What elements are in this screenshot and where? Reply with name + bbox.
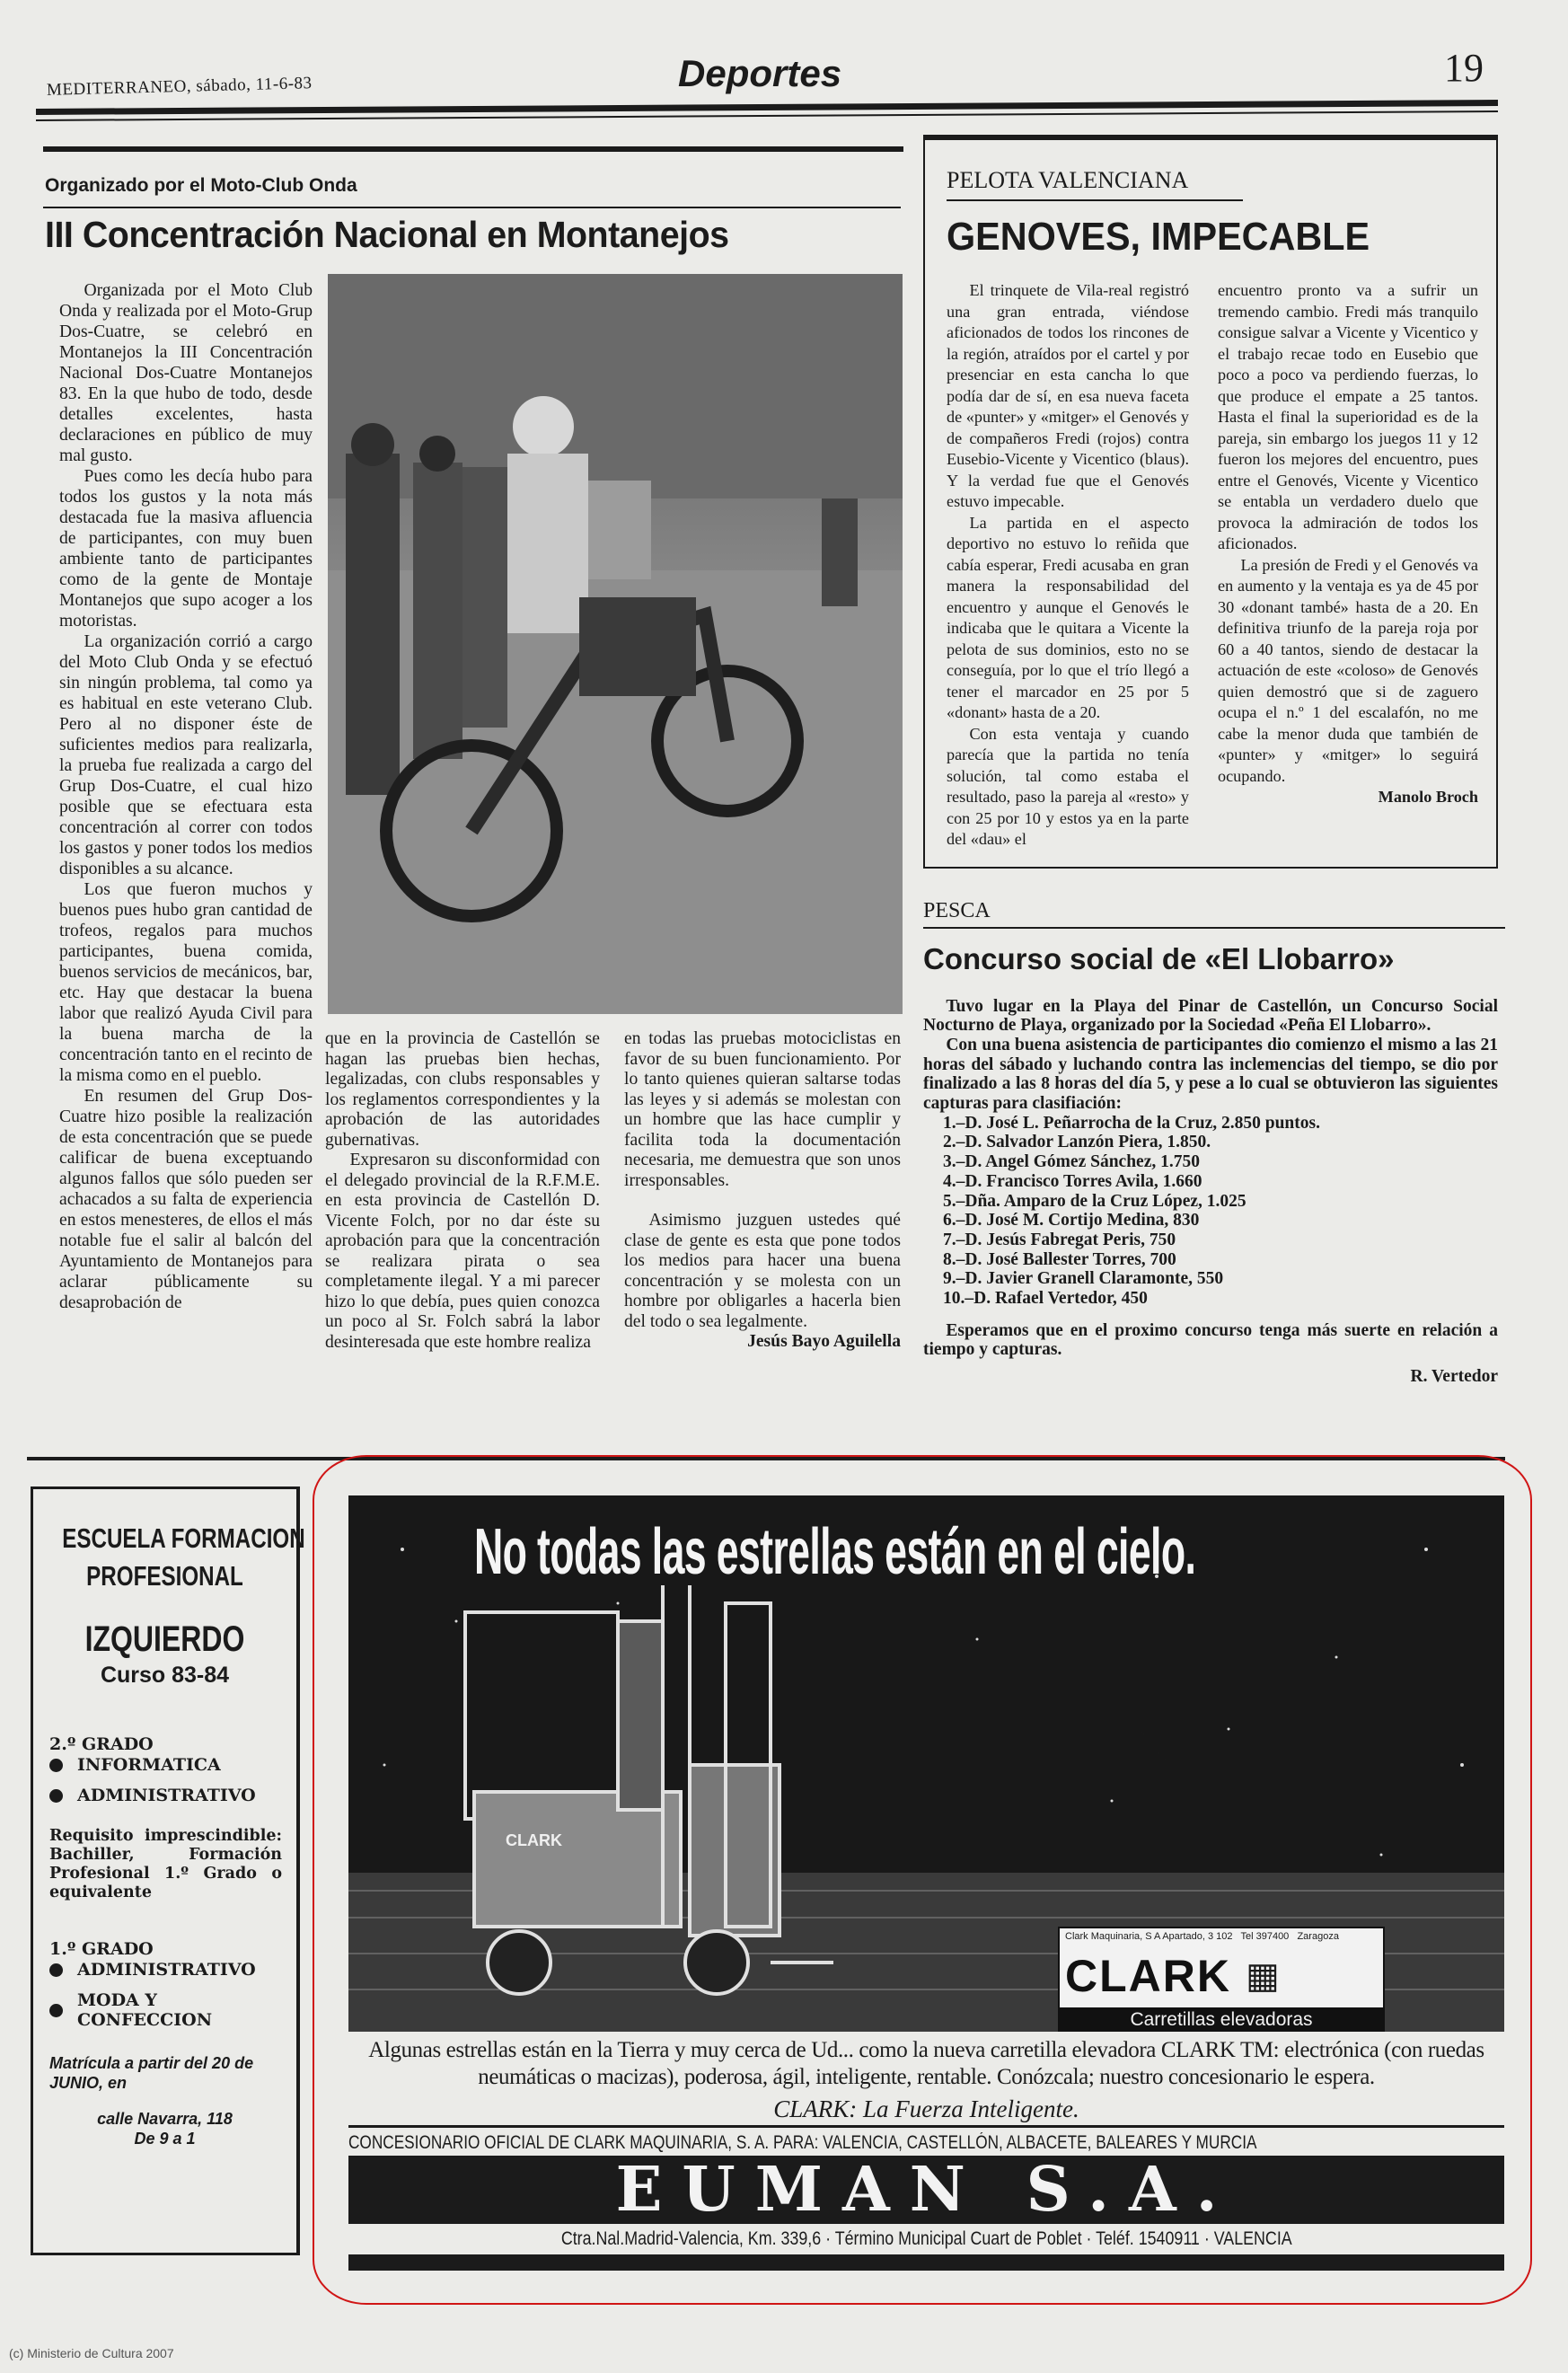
article-column-2 xyxy=(325,1029,600,1353)
ranking-item: 9.–D. Javier Granell Claramonte, 550 xyxy=(943,1269,1224,1289)
article-headline: III Concentración Nacional en Montanejos xyxy=(45,214,729,255)
school-name: IZQUIERDO xyxy=(84,1619,245,1659)
pesca-article xyxy=(923,899,1505,1387)
article-byline: R. Vertedor xyxy=(1410,1367,1498,1387)
article-column-1 xyxy=(947,280,1189,851)
paragraph: Expresaron su disconformidad con el delegado provincial de la R.F.M.E. en esta provincia de Castellón D. Vicente Folch, por no dar éste su aprobación para que la concentración se realizara pirata o sea completamente ilegal. Y a mi parecer hizo lo que debía, pues quien conozca un poco al Sr. Folch sabrá la labor desinteresada que este hombre realiza xyxy=(325,1151,600,1352)
dealer-line-text: CONCESIONARIO OFICIAL DE CLARK MAQUINARIA, S. A. PARA: VALENCIA, CASTELLÓN, ALBACETE, BALEARES Y MURCIA xyxy=(348,2132,1257,2153)
article-kicker: Organizado por el Moto-Club Onda xyxy=(45,175,357,196)
ad-heading: ESCUELA FORMACION xyxy=(62,1522,305,1554)
section-title: Deportes xyxy=(678,52,842,94)
page-number: 19 xyxy=(1444,46,1484,90)
forklift-icon: ▦ xyxy=(1245,1955,1280,1996)
article-column-2 xyxy=(1218,280,1478,851)
photo-illustration xyxy=(328,274,903,1014)
paragraph: La organización corrió a cargo del Moto Club Onda y se efectuó sin ningún problema, tal como ya es habitual en este veterano Club. Pero al no disponer éste de suficientes medios para realizarla, la prueba fue realizada a cargo del Grup Dos-Cuatre, el cual hizo posible que se efectuara esta concentración al correr con todos los gastos y poner todos los medios disponibles a su alcance. xyxy=(59,632,313,878)
motorcycle-rally-photo xyxy=(328,274,903,1014)
paragraph: La partida en el aspecto deportivo no estuvo lo reñida que cabía esperar, Fredi acusaba en gran manera la responsabilidad del encuentro y aunque el Genovés le indicaba que le quitara a Vicente la pelota de sus dominios, esto no se conseguía, por lo que el trío llegó a tener el marcador en 25 por 5 «donant» hasta de a 20. xyxy=(947,513,1189,721)
course-item: ADMINISTRATIVO xyxy=(77,1960,256,1980)
ad-headline: No todas las estrellas están en el cielo. xyxy=(474,1516,1196,1588)
paragraph: El trinquete de Vila-real registró una gran entrada, viéndose aficionados de todos los rincones de la región, atraídos por el cartel y por presenciar en esta cancha lo que podía dar de sí, en esa nueva faceta de «punter» y «mitger» el Genovés y de compañeros Fredi (rojos) contra Eusebio-Vicente y Vicentico (blaus). Y la verdad fue que el Genovés estuvo impecable. xyxy=(947,281,1189,510)
ad-rule xyxy=(348,2125,1504,2128)
ranking-item: 7.–D. Jesús Fabregat Peris, 750 xyxy=(943,1230,1176,1249)
clark-ad-footer xyxy=(348,2037,1504,2271)
ranking-item: 1.–D. José L. Peñarrocha de la Cruz, 2.850 puntos. xyxy=(943,1113,1320,1133)
article-headline: GENOVES, IMPECABLE xyxy=(947,215,1370,259)
bullet-icon xyxy=(49,1759,63,1772)
dealer-address xyxy=(348,2227,1504,2251)
ad-body-text: Algunas estrellas están en la Tierra y muy cerca de Ud... como la nueva carretilla elevadora CLARK TM: electrónica (con ruedas neumáticas o macizas), poderosa, ágil, inteligente, rentable. Conózcala; nuestro concesionario le espera. xyxy=(368,2038,1484,2089)
ranking-item: 5.–Dña. Amparo de la Cruz López, 1.025 xyxy=(943,1191,1246,1211)
paragraph: en todas las pruebas motociclistas en favor de su buen funcionamiento. Por lo tanto quienes quieran saltarse todas las leyes y si además se molestan con un hombre que las hace cumplir y facilita toda la documentación necesaria, me demuestra que son unos irresponsables. xyxy=(624,1029,901,1190)
paragraph: Con esta ventaja y cuando parecía que la partida no tenía solución, tal como estaba el resultado, paso la pareja al «resto» y con 25 por 10 y estos ya en la parte del «dau» el xyxy=(947,724,1189,848)
clark-logo xyxy=(1058,1927,1385,2032)
pelota-columns xyxy=(947,280,1478,851)
course-item: INFORMATICA xyxy=(77,1755,221,1775)
grade-label: 2.º GRADO xyxy=(49,1734,154,1754)
ad-bottom-band xyxy=(348,2254,1504,2271)
paragraph: Esperamos que en el proximo concurso tenga más suerte en relación a tiempo y capturas. xyxy=(923,1320,1498,1360)
dealer-line xyxy=(348,2131,1504,2154)
article-headline: Concurso social de «El Llobarro» xyxy=(923,941,1395,975)
clark-ad-night-panel xyxy=(348,1495,1504,2032)
dealer-name-banner: EUMAN S.A. xyxy=(348,2156,1504,2224)
pesca-article-body xyxy=(923,997,1498,1387)
bullet-icon xyxy=(49,2004,63,2017)
ad-tagline: CLARK: La Fuerza Inteligente. xyxy=(773,2095,1079,2122)
logo-address: Clark Maquinaria, S A Apartado, 3 102 Tel 397400 Zaragoza xyxy=(1065,1931,1339,1942)
paragraph: Los que fueron muchos y buenos pues hubo gran cantidad de trofeos, regalos para muchos participantes, buena comida, buenos servicios de mecánicos, bar, etc. Hay que destacar la buena labor que realizó Ayuda Civil para la buena marcha de la concentración tanto en el recinto de la misma como en el pueblo. xyxy=(59,880,313,1085)
bullet-icon xyxy=(49,1963,63,1977)
article-byline: Jesús Bayo Aguilella xyxy=(747,1332,901,1351)
ranking-item: 6.–D. José M. Cortijo Medina, 830 xyxy=(943,1211,1200,1231)
paragraph: Con una buena asistencia de participantes dio comienzo el mismo a las 21 horas del sábado y luchando contra las inclemencias del tiempo, se dio por finalizado a las 8 horas del día 5, y pese a lo cual se obtuvieron las siguientes capturas para clasifiación: xyxy=(923,1035,1498,1114)
logo-subtitle: Carretillas elevadoras xyxy=(1060,2007,1383,2032)
ranking-item: 10.–D. Rafael Vertedor, 450 xyxy=(943,1289,1148,1309)
enrolment-text: Matrícula a partir del 20 de JUNIO, en xyxy=(49,2054,254,2092)
pelota-article-box xyxy=(923,135,1498,869)
article-column-1 xyxy=(59,280,313,1313)
paragraph: La presión de Fredi y el Genovés va en aumento y la ventaja es ya de 45 por 30 «donant també» hasta de a 20. En definitiva triunfo de la pareja roja por 60 a 40 tantos, siendo de destacar la actuación de este «coloso» de Genovés quien demostró que si de zaguero ocupa el n.º 1 del escalafón, no me cabe la menor duda que también de «punter» y «mitger» lo seguirá ocupando. xyxy=(1218,555,1478,785)
kicker-rule xyxy=(43,207,901,208)
paragraph: En resumen del Grup Dos-Cuatre hizo posible la realización de esta concentración que se puede calificar de buena exceptuando algunos fallos que sólo pueden ser achacados a su falta de experiencia en estos menesteres, de ellos el más notable fue el salir al balcón del Ayuntamiento de Montanejos para aclarar públicamente su desaprobación de xyxy=(59,1087,313,1312)
requirement-text: Requisito imprescindible: Bachiller, Formación Profesional 1.º Grado o equivalente xyxy=(49,1827,282,1901)
logo-brand: CLARK xyxy=(1065,1951,1231,2001)
copyright-notice: (c) Ministerio de Cultura 2007 xyxy=(9,2346,174,2360)
article-top-rule xyxy=(43,146,903,152)
ranking-list xyxy=(923,1114,1498,1309)
article-column-3 xyxy=(624,1029,901,1353)
kicker-rule xyxy=(923,927,1505,929)
grade-label: 1.º GRADO xyxy=(49,1939,154,1959)
kicker-rule xyxy=(947,199,1243,201)
article-byline: Manolo Broch xyxy=(1378,788,1478,806)
article-kicker: PESCA xyxy=(923,898,991,922)
bullet-icon xyxy=(49,1789,63,1803)
escuela-ad xyxy=(31,1486,305,2255)
paragraph: que en la provincia de Castellón se hagan las pruebas bien hechas, legalizadas, con clubs responsables y los reglamentos correspondientes y la aprobación de las autoridades gubernativas. xyxy=(325,1029,600,1150)
paragraph: Organizada por el Moto Club Onda y realizada por el Moto-Grup Dos-Cuatre, se celebró en Montanejos la III Concentración Nacional Dos-Cuatre Montanejos 83. En la que hubo de todo, desde detalles excelentes, hasta declaraciones en público de muy mal gusto. xyxy=(59,281,313,465)
article-kicker: PELOTA VALENCIANA xyxy=(947,167,1189,193)
paragraph: Asimismo juzguen ustedes qué clase de gente es esta que pone todos los medios para hacer una buena concentración y se molesta con un hombre por obligarles a hacerla bien del todo o sea legalmente. xyxy=(624,1211,901,1331)
ranking-item: 3.–D. Angel Gómez Sánchez, 1.750 xyxy=(943,1152,1200,1172)
ad-heading: PROFESIONAL xyxy=(86,1560,243,1592)
ranking-item: 8.–D. José Ballester Torres, 700 xyxy=(943,1249,1176,1269)
course-item: MODA Y CONFECCION xyxy=(77,1990,213,2030)
newspaper-date-line: MEDITERRANEO, sábado, 11-6-83 xyxy=(46,74,313,100)
course-item: ADMINISTRATIVO xyxy=(77,1786,256,1805)
school-address: calle Navarra, 118 xyxy=(97,2110,233,2128)
paragraph: encuentro pronto va a sufrir un tremendo cambio. Fredi más tranquilo consigue salvar a Vicente y Vicentico y el trabajo recae todo en Eusebio que poco a poco va perdiendo fuerzas, lo que produce el empate a 25 tantos. Hasta el final la superioridad es de la pareja, sin embargo los juegos 11 y 12 fueron los mejores del encuentro, pues entre el Genovés, Vicente y Vicentico se entabla un verdadero duelo que provoca la admiración de todos los aficionados. xyxy=(1218,281,1478,552)
course-year: Curso 83-84 xyxy=(100,1663,230,1688)
ranking-item: 4.–D. Francisco Torres Avila, 1.660 xyxy=(943,1171,1202,1191)
moon-icon xyxy=(1132,1630,1278,1777)
ranking-item: 2.–D. Salvador Lanzón Piera, 1.850. xyxy=(943,1133,1211,1152)
paragraph: Pues como les decía hubo para todos los gustos y la nota más destacada fue la masiva afluencia de participantes, con muy buen ambiente tanto de participantes como de la gente de Montaje Montanejos que supo acoger a los motoristas. xyxy=(59,467,313,631)
paragraph: Tuvo lugar en la Playa del Pinar de Castellón, un Concurso Social Nocturno de Playa, organizado por la Sociedad «Peña El Llobarro». xyxy=(923,996,1498,1036)
forklift-brand-label: CLARK xyxy=(506,1831,562,1849)
right-column xyxy=(923,135,1505,1387)
dealer-address-text: Ctra.Nal.Madrid-Valencia, Km. 339,6 · Término Municipal Cuart de Poblet · Teléf. 1540911 · VALENCIA xyxy=(560,2228,1292,2249)
school-hours: De 9 a 1 xyxy=(134,2130,196,2148)
